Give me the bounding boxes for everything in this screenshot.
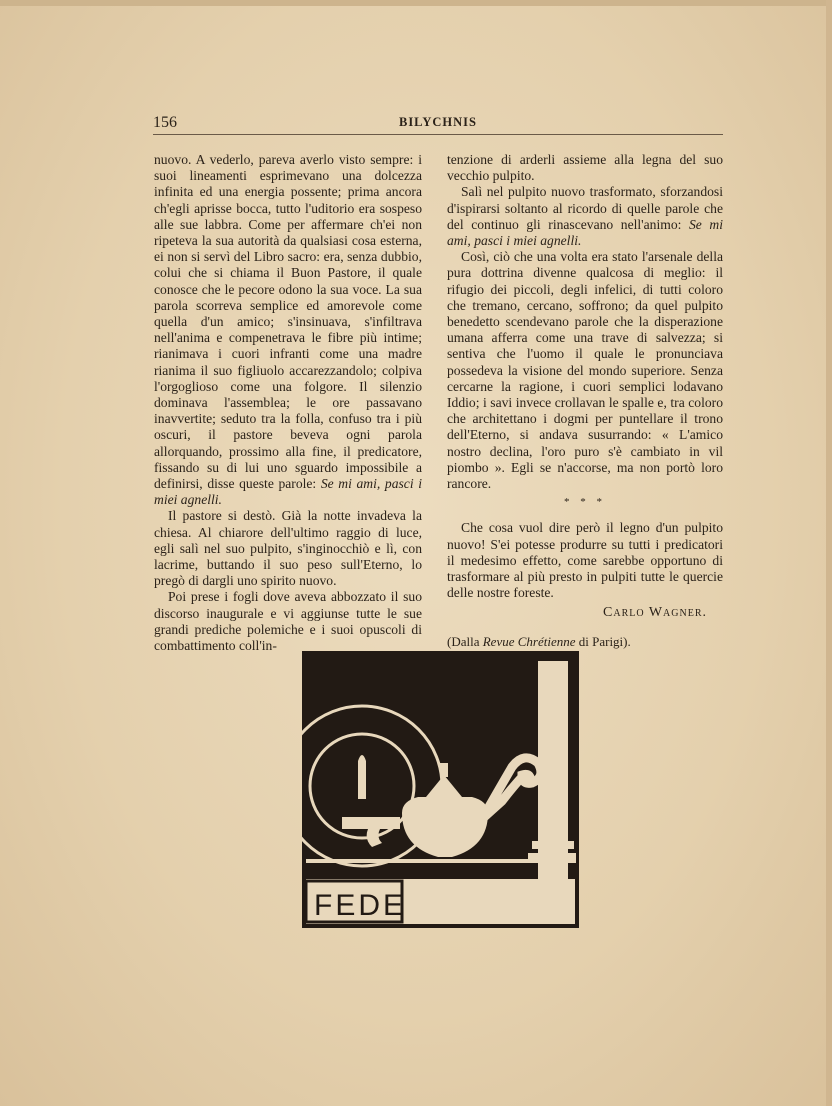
running-title: BILYCHNIS	[398, 115, 477, 129]
quote-text: Se mi ami, pasci i miei agnelli.	[154, 476, 423, 508]
flame-icon	[358, 755, 366, 799]
ground-line	[306, 859, 536, 863]
paragraph: Così, ciò che una volta era stato l'arsenale della pura dottrina divenne qualcosa di meglio: il rifugio dei piccoli, degli infelici, di tutti coloro che tremano, cercano, soffrono; da quel pulpito benedetto scendevano parole che la disperazione umana afferra come una trave di salvezza; si sentiva che l'uomo il quale le pronunciava possedeva la visione del mondo superiore. Senza cercarne la ragione, i cuori semplici lodavano Iddio; i savi invece crollavan le spalle e, tra coloro che architettano i dogmi per puntellare il trono dell'Eterno, si andava susurrando: « L'amico nostro declina, l'oro puro s'è cambiato in vil piombo ». Egli se n'accorse, ma non portò loro rancore.	[447, 249, 723, 492]
source-suffix: di Parigi).	[575, 633, 631, 649]
source-prefix: (Dalla	[447, 633, 483, 649]
paragraph: Che cosa vuol dire però il legno d'un pulpito nuovo! S'ei potesse produrre su tutti i predicatori il medesimo effetto, come sarebbe opportuno di trasformare al più presto in pulpiti tutte le quercie delle nostre foreste.	[447, 520, 723, 601]
source-note	[447, 634, 723, 650]
paragraph	[154, 152, 422, 508]
page-right-edge	[826, 0, 832, 1106]
right-column	[447, 152, 723, 650]
paragraph: tenzione di arderli assieme alla legna del suo vecchio pulpito.	[447, 152, 723, 184]
page-number: 156	[153, 114, 177, 131]
page-top-edge	[0, 0, 832, 6]
header-rule	[153, 134, 723, 135]
left-column	[154, 152, 422, 654]
fede-woodcut-illustration	[302, 651, 579, 928]
woodcut-caption: FEDE	[314, 889, 407, 922]
lamp-knob	[440, 763, 448, 777]
author-signature: Carlo Wagner.	[603, 605, 707, 621]
column-base-upper	[532, 841, 574, 849]
paragraph	[447, 184, 723, 249]
paragraph: Poi prese i fogli dove aveva abbozzato il suo discorso inaugurale e vi aggiunse tutte le sue grandi prediche polemiche e i suoi opuscoli di combattimento coll'in-	[154, 589, 422, 654]
paragraph-text: nuovo. A vederlo, pareva averlo visto sempre: i suoi lineamenti esprimevano una dolcezza infinita ed una energia possente; prima ancora ch'egli aprisse bocca, tutto l'uditorio era sospeso alle sue labbra. Come per affermare ch'ei non ripeteva la sua autorità da qualsiasi cosa esterna, ei non si servì del Libro sacro: era, senza dubbio, colui che si chiama il Buon Pastore, il quale conosce che le pecore odono la sua voce. La sua parola scorreva semplice ed amorevole come quella d'un amico; s'insinuava, s'infiltrava nell'anima e compenetrava le fibre più intime; rianimava i cuori infranti come una madre rianima il suo figliuolo accarezzandolo; colpiva l'orgoglioso come una folgore. Il silenzio dominava l'assemblea; le ore passavano inavvertite; seduto tra la folla, confuso tra i più oscuri, il pastore beveva ogni parola allorquando, prossimo alla fine, il predicatore, fissando su di lui uno sguardo impossibile a definirsi, disse queste parole:	[154, 152, 422, 492]
page-header	[153, 114, 723, 134]
source-journal: Revue Chrétienne	[482, 633, 576, 649]
quote-text: Se mi ami, pasci i miei agnelli.	[447, 216, 723, 249]
paragraph-text: Salì nel pulpito nuovo trasformato, sforzandosi d'ispirarsi soltanto al ricordo di quelle parole che del continuo gli rinascevano nell'animo:	[447, 184, 723, 232]
section-separator: * * *	[564, 496, 606, 509]
paragraph: Il pastore si destò. Già la notte invadeva la chiesa. Al chiarore dell'ultimo raggio di luce, egli salì nel suo pulpito, s'inginocchiò e lì, con lacrime, buttando il suo peso sull'Eterno, lo pregò di dargli uno spirito nuovo.	[154, 508, 422, 589]
